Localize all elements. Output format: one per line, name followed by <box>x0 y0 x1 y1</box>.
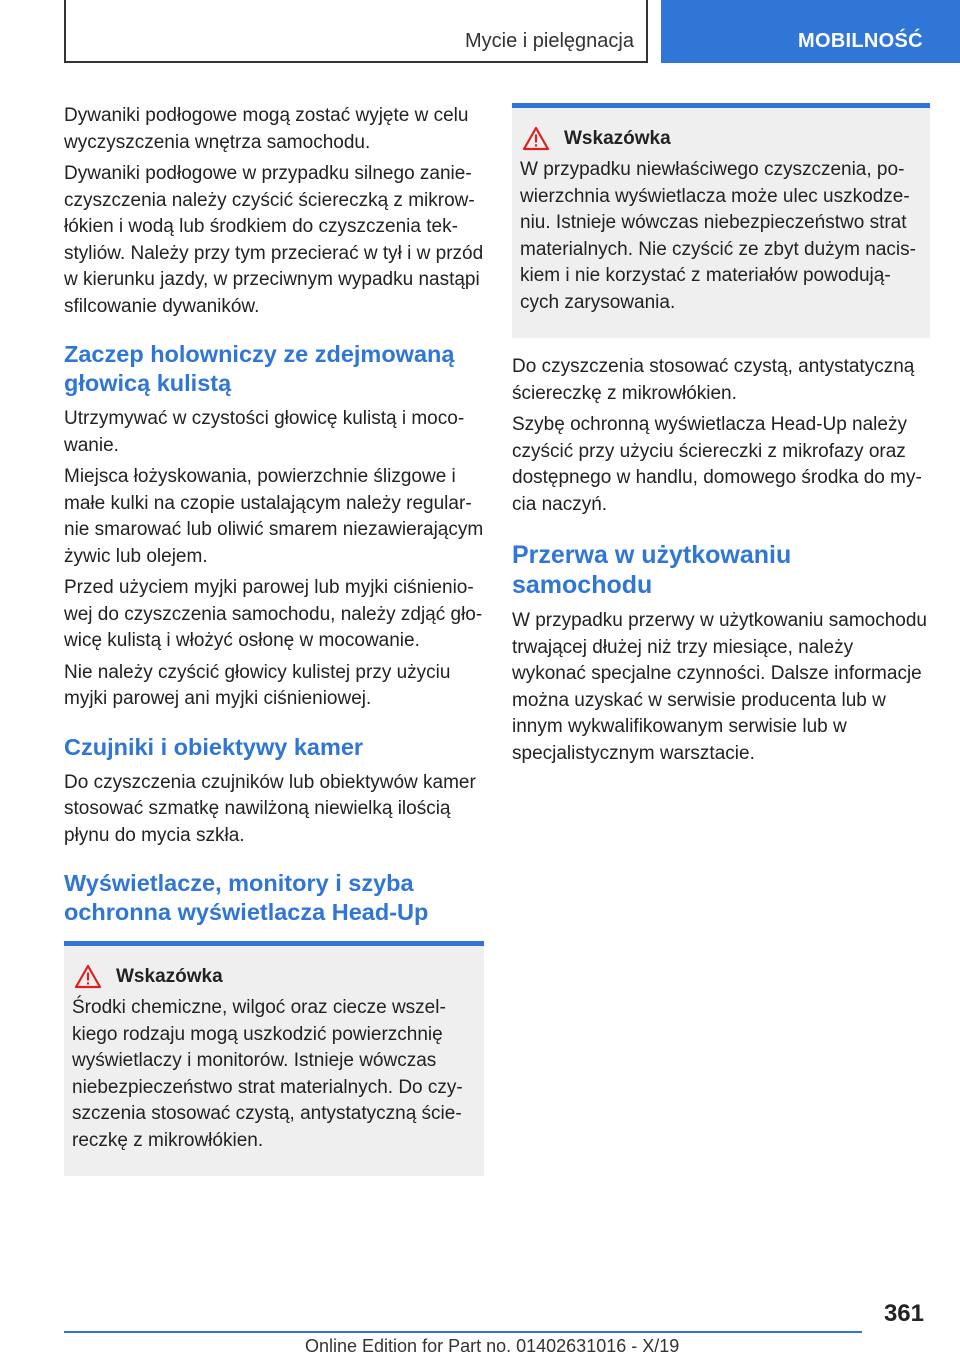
heading-displays: Wyświetlacze, monitory i szyba ochronna wyświetlacza Head-Up <box>64 870 429 925</box>
paragraph-tow-remove: Przed użyciem myjki parowej lub myjki ciśnieniowej do czyszczenia samochodu, należy zdjąć głowicę kulistą i włożyć osłonę w mocowanie. <box>64 577 483 651</box>
paragraph-headup-cloth: Do czyszczenia stosować czystą, antystatyczną ściereczkę z mikrowłókien. <box>512 356 915 404</box>
warning-triangle-icon <box>522 126 550 151</box>
note-header <box>520 126 922 151</box>
header-section-box <box>64 0 648 63</box>
note-box-displays <box>64 941 484 1176</box>
paragraph-mats-removable: Dywaniki podłogowe mogą zostać wyjęte w celu wyczyszczenia wnętrza samochodu. <box>64 105 469 153</box>
heading-sensors-cameras: Czujniki i obiektywy kamer <box>64 733 364 760</box>
paragraph-tow-clean: Utrzymywać w czystości głowicę kulistą i mocowanie. <box>64 408 465 456</box>
page-number: 361 <box>883 1300 924 1327</box>
header-section-title: Mycie i pielęgnacja <box>465 30 634 52</box>
note-text: W przypadku niewłaściwego czyszczenia, powierzchnia wyświetlacza może ulec uszkodzeniu. Istnieje wówczas niebezpieczeństwo strat materialnych. Nie czyścić ze zbyt dużym naciskiem i nie korzystać z materiałów powodujących zarysowania. <box>520 159 916 313</box>
note-header <box>72 964 476 989</box>
footer-divider <box>64 1331 862 1333</box>
paragraph-tow-no-pressure-wash: Nie należy czyścić głowicy kulistej przy użyciu myjki parowej ani myjki ciśnieniowej. <box>64 661 451 709</box>
paragraph-tow-lubricate: Miejsca łożyskowania, powierzchnie ślizgowe i małe kulki na czopie ustalającym należy regularnie smarować lub oliwić smarem niezawierającym żywic lub olejem. <box>64 466 484 567</box>
paragraph-headup-cleaning: Szybę ochronną wyświetlacza Head-Up należy czyścić przy użyciu ściereczki z mikrofazy oraz dostępnego w handlu, domowego środka do mycia naczyń. <box>512 414 922 515</box>
note-title: Wskazówka <box>564 127 671 149</box>
paragraph-vehicle-storage: W przypadku przerwy w użytkowaniu samochodu trwającej dłużej niż trzy miesiące, należy wykonać specjalne czynności. Dalsze informacje można uzyskać w serwisie producenta lub w innym wykwalifikowanym serwisie lub w specjalistycznym warsztacie. <box>512 610 928 764</box>
note-title: Wskazówka <box>116 965 223 987</box>
heading-vehicle-storage: Przerwa w użytkowaniu samochodu <box>512 541 792 599</box>
right-column <box>512 103 930 772</box>
paragraph-sensors-cleaning: Do czyszczenia czujników lub obiektywów kamer stosować szmatkę nawilżoną niewielką ilością płynu do mycia szkła. <box>64 771 476 846</box>
footer-edition: Online Edition for Part no. 01402631016 - X/19 <box>305 1336 680 1356</box>
heading-tow-hitch: Zaczep holowniczy ze zdejmowaną głowicą kulistą <box>64 341 455 396</box>
left-column <box>64 103 484 1192</box>
header-chapter-tab <box>661 0 960 63</box>
warning-triangle-icon <box>74 964 102 989</box>
paragraph-mats-cleaning: Dywaniki podłogowe w przypadku silnego zanieczyszczenia należy czyścić ściereczką z mikrowłókien i wodą lub środkiem do czyszczenia tekstyliów. Należy przy tym przecierać w tył i w przód w kierunku jazdy, w przeciwnym wypadku nastąpi sfilcowanie dywaników. <box>64 163 484 317</box>
note-text: Środki chemiczne, wilgoć oraz ciecze wszelkiego rodzaju mogą uszkodzić powierzchnię wyświetlaczy i monitorów. Istnieje wówczas niebezpieczeństwo strat materialnych. Do czyszczenia stosować czystą, antystatyczną ściereczkę z mikrowłókien. <box>72 997 463 1151</box>
header-chapter-label: MOBILNOŚĆ <box>798 30 923 52</box>
note-box-headup <box>512 103 930 338</box>
